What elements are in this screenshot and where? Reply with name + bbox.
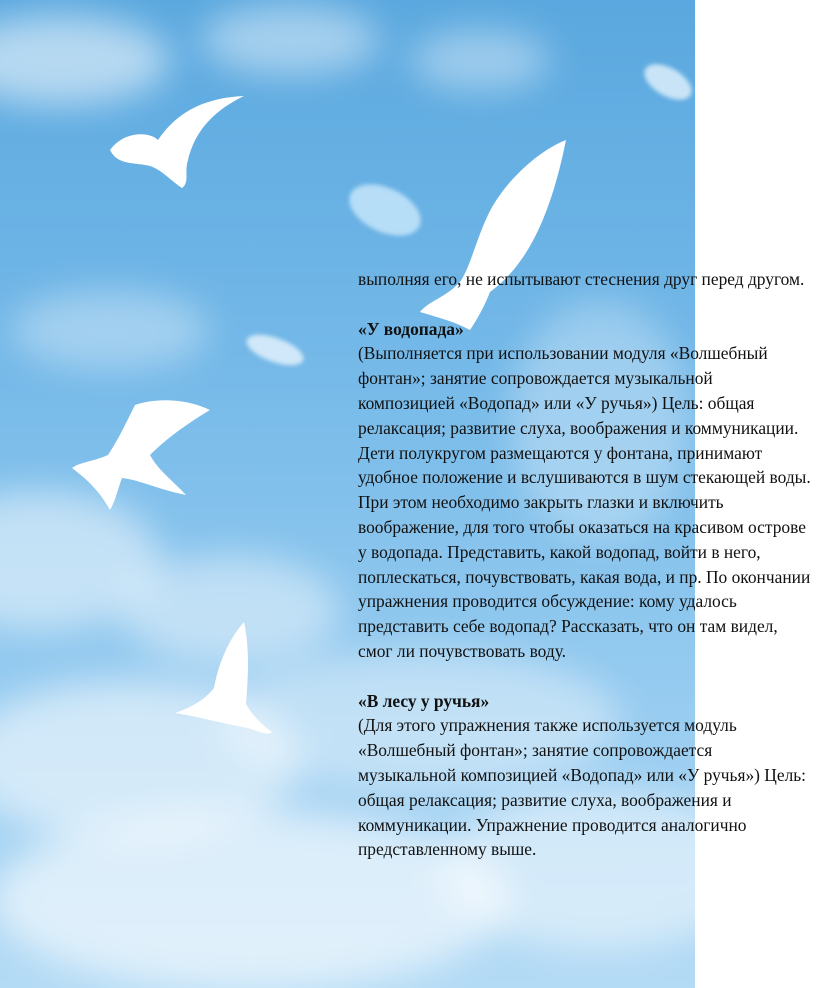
intro-paragraph: выполняя его, не испытывают стеснения друг перед другом. bbox=[358, 269, 805, 289]
section-heading-forest-stream: «В лесу у ручья» bbox=[358, 690, 490, 711]
bird-3 bbox=[72, 400, 210, 510]
document-text bbox=[358, 267, 813, 862]
section-body-forest-stream: (Для этого упражнения также используется модуль «Волшебный фонтан»; занятие сопровождается музыкальной композицией «Водопад» или «У ручья») Цель: общая релаксация; развитие слуха, воображения и коммуникации. Упражнение проводится аналогично представленному выше. bbox=[358, 715, 807, 860]
section-body-waterfall: (Выполняется при использовании модуля «Волшебный фонтан»; занятие сопровождается музыкальной композицией «Водопад» или «У ручья») Цель: общая релаксация; развитие слуха, воображения и коммуникации. Дети полукругом размещаются у фонтана, принимают удобное положение и вслушиваются в шум стекающей воды. При этом необходимо закрыть глазки и включить воображение, для того чтобы оказаться на красивом острове у водопада. Представить, какой водопад, войти в него, поплескаться, почувствовать, какая вода, и пр. По окончании упражнения проводится обсуждение: кому удалось представить себе водопад? Рассказать, что он там видел, смог ли почувствовать воду. bbox=[358, 343, 811, 661]
bird-1 bbox=[110, 96, 244, 188]
section-heading-waterfall: «У водопада» bbox=[358, 318, 464, 339]
